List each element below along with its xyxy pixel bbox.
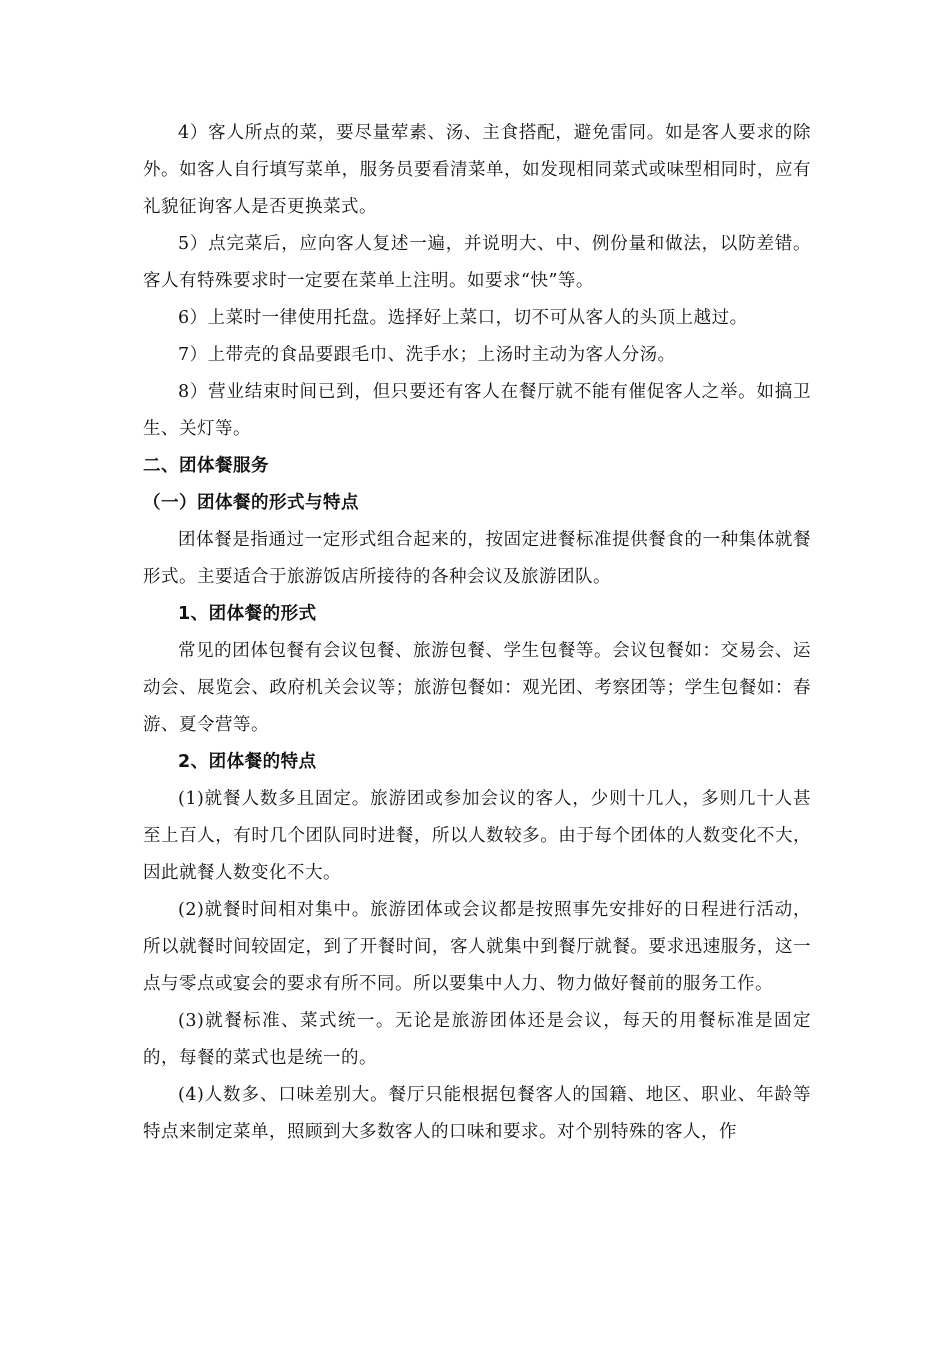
heading-group-dining-features: 2、团体餐的特点 — [178, 752, 317, 772]
paragraph-use-tray: 6）上菜时一律使用托盘。选择好上菜口，切不可从客人的头顶上越过。 — [178, 308, 748, 328]
paragraph-group-dining-definition: 团体餐是指通过一定形式组合起来的，按固定进餐标准提供餐食的一种集体就餐形式。主要适合于旅游饭店所接待的各种会议及旅游团队。 — [143, 530, 811, 587]
paragraph-feature-1: (1)就餐人数多且固定。旅游团或参加会议的客人，少则十几人，多则几十人甚至上百人，有时几个团队同时进餐，所以人数较多。由于每个团体的人数变化不大，因此就餐人数变化不大。 — [143, 789, 811, 883]
heading-group-dining-forms: 1、团体餐的形式 — [178, 604, 317, 624]
paragraph-feature-2: (2)就餐时间相对集中。旅游团体或会议都是按照事先安排好的日程进行活动，所以就餐时间较固定，到了开餐时间，客人就集中到餐厅就餐。要求迅速服务，这一点与零点或宴会的要求有所不同。所以要集中人力、物力做好餐前的服务工作。 — [143, 900, 811, 994]
document-page — [143, 115, 811, 1151]
paragraph-shell-food: 7）上带壳的食品要跟毛巾、洗手水；上汤时主动为客人分汤。 — [178, 345, 676, 365]
paragraph-closing-time: 8）营业结束时间已到，但只要还有客人在餐厅就不能有催促客人之举。如搞卫生、关灯等。 — [143, 382, 811, 439]
paragraph-group-dining-forms: 常见的团体包餐有会议包餐、旅游包餐、学生包餐等。会议包餐如：交易会、运动会、展览会、政府机关会议等；旅游包餐如：观光团、考察团等；学生包餐如：春游、夏令营等。 — [143, 641, 811, 735]
subsection-heading-forms-features: （一）团体餐的形式与特点 — [143, 493, 359, 513]
paragraph-ordering-tips: 4）客人所点的菜，要尽量荤素、汤、主食搭配，避免雷同。如是客人要求的除外。如客人自行填写菜单，服务员要看清菜单，如发现相同菜式或味型相同时，应有礼貌征询客人是否更换菜式。 — [143, 123, 811, 217]
section-heading-group-dining: 二、团体餐服务 — [143, 456, 269, 476]
paragraph-feature-4: (4)人数多、口味差别大。餐厅只能根据包餐客人的国籍、地区、职业、年龄等特点来制定菜单，照顾到大多数客人的口味和要求。对个别特殊的客人，作 — [143, 1085, 811, 1142]
paragraph-confirm-order: 5）点完菜后，应向客人复述一遍，并说明大、中、例份量和做法，以防差错。客人有特殊要求时一定要在菜单上注明。如要求“快”等。 — [143, 234, 811, 291]
paragraph-feature-3: (3)就餐标准、菜式统一。无论是旅游团体还是会议，每天的用餐标准是固定的，每餐的菜式也是统一的。 — [143, 1011, 811, 1068]
